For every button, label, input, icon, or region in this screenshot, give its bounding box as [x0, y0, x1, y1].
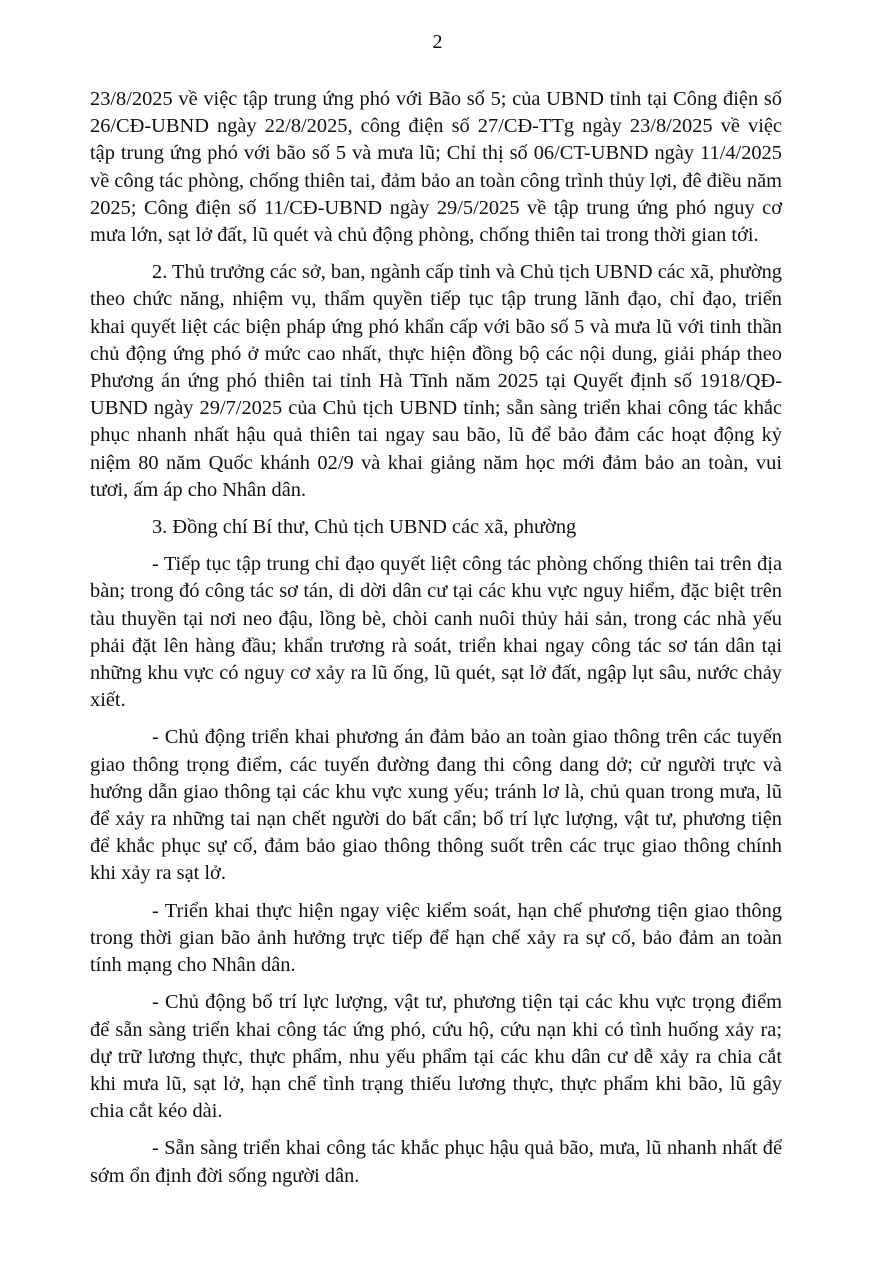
paragraph-bullet-evacuation: - Tiếp tục tập trung chỉ đạo quyết liệt công tác phòng chống thiên tai trên địa bàn; trong đó công tác sơ tán, di dời dân cư tại các khu vực nguy hiểm, đặc biệt trên tàu thuyền tại nơi neo đậu, lồng bè, chòi canh nuôi thủy hải sản, trong các nhà yếu phải đặt lên hàng đầu; khẩn trương rà soát, triển khai ngay công tác sơ tán dân tại những khu vực có nguy cơ xảy ra lũ ống, lũ quét, sạt lở đất, ngập lụt sâu, nước chảy xiết.	[90, 553, 782, 712]
page-number: 2	[432, 31, 443, 53]
document-body	[90, 86, 782, 1190]
paragraph-continuation: 23/8/2025 về việc tập trung ứng phó với Bão số 5; của UBND tỉnh tại Công điện số 26/CĐ-UBND ngày 22/8/2025, công điện số 27/CĐ-TTg ngày 23/8/2025 về việc tập trung ứng phó với bão số 5 và mưa lũ; Chỉ thị số 06/CT-UBND ngày 11/4/2025 về công tác phòng, chống thiên tai, đảm bảo an toàn công trình thủy lợi, đê điều năm 2025; Công điện số 11/CĐ-UBND ngày 29/5/2025 về tập trung ứng phó nguy cơ mưa lớn, sạt lở đất, lũ quét và chủ động phòng, chống thiên tai trong thời gian tới.	[90, 88, 782, 247]
paragraph-bullet-traffic-control: - Triển khai thực hiện ngay việc kiểm soát, hạn chế phương tiện giao thông trong thời gian bão ảnh hưởng trực tiếp để hạn chế xảy ra sự cố, bảo đảm an toàn tính mạng cho Nhân dân.	[90, 899, 782, 977]
paragraph-bullet-resources: - Chủ động bố trí lực lượng, vật tư, phương tiện tại các khu vực trọng điểm để sẵn sàng triển khai công tác ứng phó, cứu hộ, cứu nạn khi có tình huống xảy ra; dự trữ lương thực, thực phẩm, nhu yếu phẩm tại các khu dân cư dễ xảy ra chia cắt khi mưa lũ, sạt lở, hạn chế tình trạng thiếu lương thực, thực phẩm khi bão, lũ gây chia cắt kéo dài.	[90, 991, 782, 1123]
paragraph-item-2: 2. Thủ trưởng các sở, ban, ngành cấp tỉnh và Chủ tịch UBND các xã, phường theo chức năng, nhiệm vụ, thẩm quyền tiếp tục tập trung lãnh đạo, chỉ đạo, triển khai quyết liệt các biện pháp ứng phó khẩn cấp với bão số 5 và mưa lũ với tinh thần chủ động ứng phó ở mức cao nhất, thực hiện đồng bộ các nội dung, giải pháp theo Phương án ứng phó thiên tai tỉnh Hà Tĩnh năm 2025 tại Quyết định số 1918/QĐ-UBND ngày 29/7/2025 của Chủ tịch UBND tỉnh; sẵn sàng triển khai công tác khắc phục nhanh nhất hậu quả thiên tai ngay sau bão, lũ để bảo đảm các hoạt động kỷ niệm 80 năm Quốc khánh 02/9 và khai giảng năm học mới đảm bảo an toàn, vui tươi, ấm áp cho Nhân dân.	[90, 261, 782, 501]
paragraph-item-3-heading: 3. Đồng chí Bí thư, Chủ tịch UBND các xã, phường	[152, 516, 577, 539]
paragraph-bullet-traffic-safety: - Chủ động triển khai phương án đảm bảo an toàn giao thông trên các tuyến giao thông trọng điểm, các tuyến đường đang thi công dang dở; cử người trực và hướng dẫn giao thông tại các khu vực xung yếu; tránh lơ là, chủ quan trong mưa, lũ để xảy ra những tai nạn chết người do bất cẩn; bố trí lực lượng, vật tư, phương tiện để khắc phục sự cố, đảm bảo giao thông thông suốt trên các trục giao thông chính khi xảy ra sạt lở.	[90, 726, 782, 885]
paragraph-bullet-recovery: - Sẵn sàng triển khai công tác khắc phục hậu quả bão, mưa, lũ nhanh nhất để sớm ổn định đời sống người dân.	[90, 1137, 782, 1187]
